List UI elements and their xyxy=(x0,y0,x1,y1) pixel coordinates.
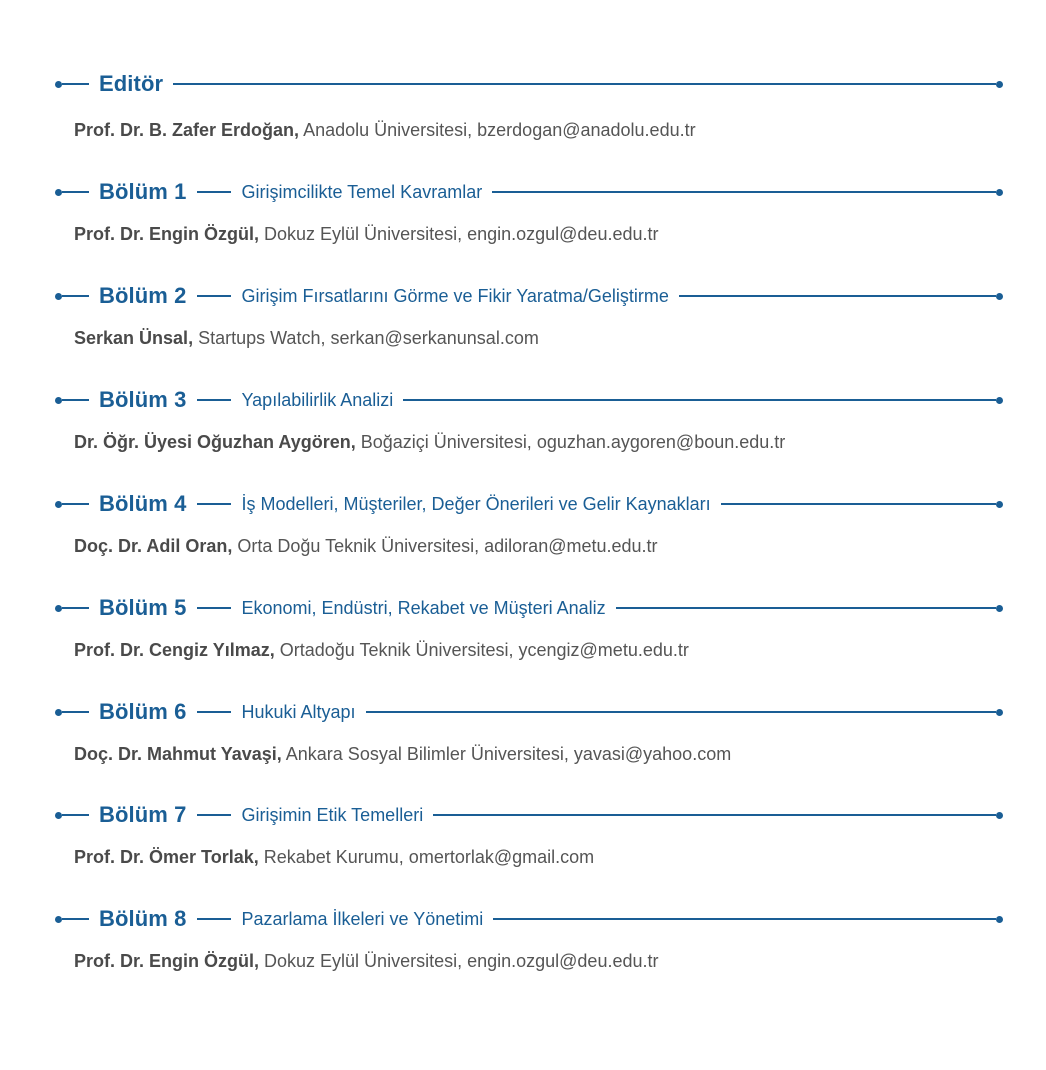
chapter-title: Ekonomi, Endüstri, Rekabet ve Müşteri Analiz xyxy=(241,597,606,618)
person-details: Rekabet Kurumu, omertorlak@gmail.com xyxy=(258,847,595,867)
bullet-dot-icon xyxy=(996,709,1003,716)
heading-rule xyxy=(62,399,89,401)
chapter-author: Doç. Dr. Adil Oran, Orta Doğu Teknik Üniversitesi, adiloran@metu.edu.tr xyxy=(74,536,658,556)
person-details: Dokuz Eylül Üniversitesi, engin.ozgul@deu.edu.tr xyxy=(259,951,659,971)
heading-rule xyxy=(62,83,89,85)
heading-rule xyxy=(679,295,996,297)
heading-rule xyxy=(197,503,231,505)
heading-rule xyxy=(197,711,231,713)
person-name: Prof. Dr. Cengiz Yılmaz xyxy=(74,640,270,660)
chapter-title: Yapılabilirlik Analizi xyxy=(241,389,394,410)
bullet-dot-icon xyxy=(55,293,62,300)
heading-rule xyxy=(173,83,996,85)
person-name: Prof. Dr. B. Zafer Erdoğan xyxy=(74,120,295,140)
heading-rule xyxy=(492,191,996,193)
chapter-title: Girişimcilikte Temel Kavramlar xyxy=(241,181,483,202)
chapter-section xyxy=(0,906,1046,1009)
bullet-dot-icon xyxy=(996,916,1003,923)
chapter-section xyxy=(0,283,1046,386)
bullet-dot-icon xyxy=(55,81,62,88)
person-details: Ortadoğu Teknik Üniversitesi, ycengiz@metu.edu.tr xyxy=(274,640,689,660)
person-details: Ankara Sosyal Bilimler Üniversitesi, yavasi@yahoo.com xyxy=(281,744,732,764)
chapter-label: Bölüm 3 xyxy=(99,387,187,412)
person-name: Prof. Dr. Engin Özgül xyxy=(74,951,254,971)
bullet-dot-icon xyxy=(996,501,1003,508)
chapter-heading xyxy=(55,800,1003,830)
heading-rule xyxy=(62,711,89,713)
bullet-dot-icon xyxy=(55,605,62,612)
person-details: Anadolu Üniversitesi, bzerdogan@anadolu.edu.tr xyxy=(299,120,696,140)
chapter-heading xyxy=(55,489,1003,519)
chapter-label: Bölüm 2 xyxy=(99,283,187,308)
person-name: Doç. Dr. Mahmut Yavaşi xyxy=(74,744,277,764)
bullet-dot-icon xyxy=(996,81,1003,88)
chapter-author: Prof. Dr. Engin Özgül, Dokuz Eylül Üniversitesi, engin.ozgul@deu.edu.tr xyxy=(74,951,659,971)
chapter-section xyxy=(0,387,1046,490)
heading-rule xyxy=(197,399,231,401)
person-name: Dr. Öğr. Üyesi Oğuzhan Aygören xyxy=(74,432,351,452)
bullet-dot-icon xyxy=(55,189,62,196)
person-details: Startups Watch, serkan@serkanunsal.com xyxy=(193,328,539,348)
chapter-label: Bölüm 4 xyxy=(99,491,187,516)
chapter-heading xyxy=(55,904,1003,934)
chapter-author: Prof. Dr. Ömer Torlak, Rekabet Kurumu, omertorlak@gmail.com xyxy=(74,847,595,867)
chapter-heading xyxy=(55,697,1003,727)
heading-rule xyxy=(721,503,996,505)
heading-rule xyxy=(62,607,89,609)
heading-rule xyxy=(62,503,89,505)
bullet-dot-icon xyxy=(55,501,62,508)
chapter-section xyxy=(0,179,1046,282)
chapter-heading xyxy=(55,593,1003,623)
chapter-author: Doç. Dr. Mahmut Yavaşi, Ankara Sosyal Bilimler Üniversitesi, yavasi@yahoo.com xyxy=(74,744,732,764)
chapter-label: Bölüm 1 xyxy=(99,179,187,204)
chapter-section xyxy=(0,699,1046,802)
chapter-title: Hukuki Altyapı xyxy=(241,701,356,722)
chapter-author: Prof. Dr. Engin Özgül, Dokuz Eylül Üniversitesi, engin.ozgul@deu.edu.tr xyxy=(74,224,659,244)
chapter-label: Bölüm 7 xyxy=(99,802,187,827)
heading-rule xyxy=(493,918,996,920)
chapter-heading xyxy=(55,177,1003,207)
heading-rule xyxy=(433,814,996,816)
person-details: Boğaziçi Üniversitesi, oguzhan.aygoren@boun.edu.tr xyxy=(355,432,786,452)
heading-rule xyxy=(197,607,231,609)
heading-rule xyxy=(62,191,89,193)
chapter-title: Pazarlama İlkeleri ve Yönetimi xyxy=(241,908,484,929)
editor-label: Editör xyxy=(99,71,164,96)
heading-rule xyxy=(62,918,89,920)
chapter-title: İş Modelleri, Müşteriler, Değer Önerileri ve Gelir Kaynakları xyxy=(241,493,711,514)
person-name: Prof. Dr. Engin Özgül xyxy=(74,224,254,244)
chapter-heading xyxy=(55,281,1003,311)
bullet-dot-icon xyxy=(55,916,62,923)
chapter-section xyxy=(0,595,1046,698)
chapter-section xyxy=(0,802,1046,905)
bullet-dot-icon xyxy=(996,605,1003,612)
editor-section xyxy=(0,71,1046,174)
heading-rule xyxy=(197,191,231,193)
person-name: Serkan Ünsal xyxy=(74,328,189,348)
bullet-dot-icon xyxy=(996,189,1003,196)
bullet-dot-icon xyxy=(55,397,62,404)
heading-rule xyxy=(197,918,231,920)
heading-rule xyxy=(197,814,231,816)
bullet-dot-icon xyxy=(55,812,62,819)
editor-heading xyxy=(55,69,1003,99)
bullet-dot-icon xyxy=(996,812,1003,819)
chapter-title: Girişim Fırsatlarını Görme ve Fikir Yaratma/Geliştirme xyxy=(241,285,669,306)
heading-rule xyxy=(403,399,996,401)
chapter-label: Bölüm 8 xyxy=(99,906,187,931)
person-name: Doç. Dr. Adil Oran xyxy=(74,536,228,556)
chapter-author: Serkan Ünsal, Startups Watch, serkan@serkanunsal.com xyxy=(74,328,539,348)
bullet-dot-icon xyxy=(55,709,62,716)
bullet-dot-icon xyxy=(996,397,1003,404)
chapter-heading xyxy=(55,385,1003,415)
person-details: Orta Doğu Teknik Üniversitesi, adiloran@metu.edu.tr xyxy=(232,536,658,556)
chapter-section xyxy=(0,491,1046,594)
heading-rule xyxy=(62,814,89,816)
person-details: Dokuz Eylül Üniversitesi, engin.ozgul@deu.edu.tr xyxy=(259,224,659,244)
heading-rule xyxy=(616,607,996,609)
heading-rule xyxy=(62,295,89,297)
bullet-dot-icon xyxy=(996,293,1003,300)
heading-rule xyxy=(197,295,231,297)
heading-rule xyxy=(366,711,996,713)
chapter-author: Prof. Dr. Cengiz Yılmaz, Ortadoğu Teknik Üniversitesi, ycengiz@metu.edu.tr xyxy=(74,640,689,660)
chapter-author: Dr. Öğr. Üyesi Oğuzhan Aygören, Boğaziçi Üniversitesi, oguzhan.aygoren@boun.edu.tr xyxy=(74,432,786,452)
person-name: Prof. Dr. Ömer Torlak xyxy=(74,847,254,867)
chapter-label: Bölüm 6 xyxy=(99,699,187,724)
chapter-title: Girişimin Etik Temelleri xyxy=(241,804,424,825)
chapter-label: Bölüm 5 xyxy=(99,595,187,620)
editor-person: Prof. Dr. B. Zafer Erdoğan, Anadolu Üniversitesi, bzerdogan@anadolu.edu.tr xyxy=(74,120,696,140)
